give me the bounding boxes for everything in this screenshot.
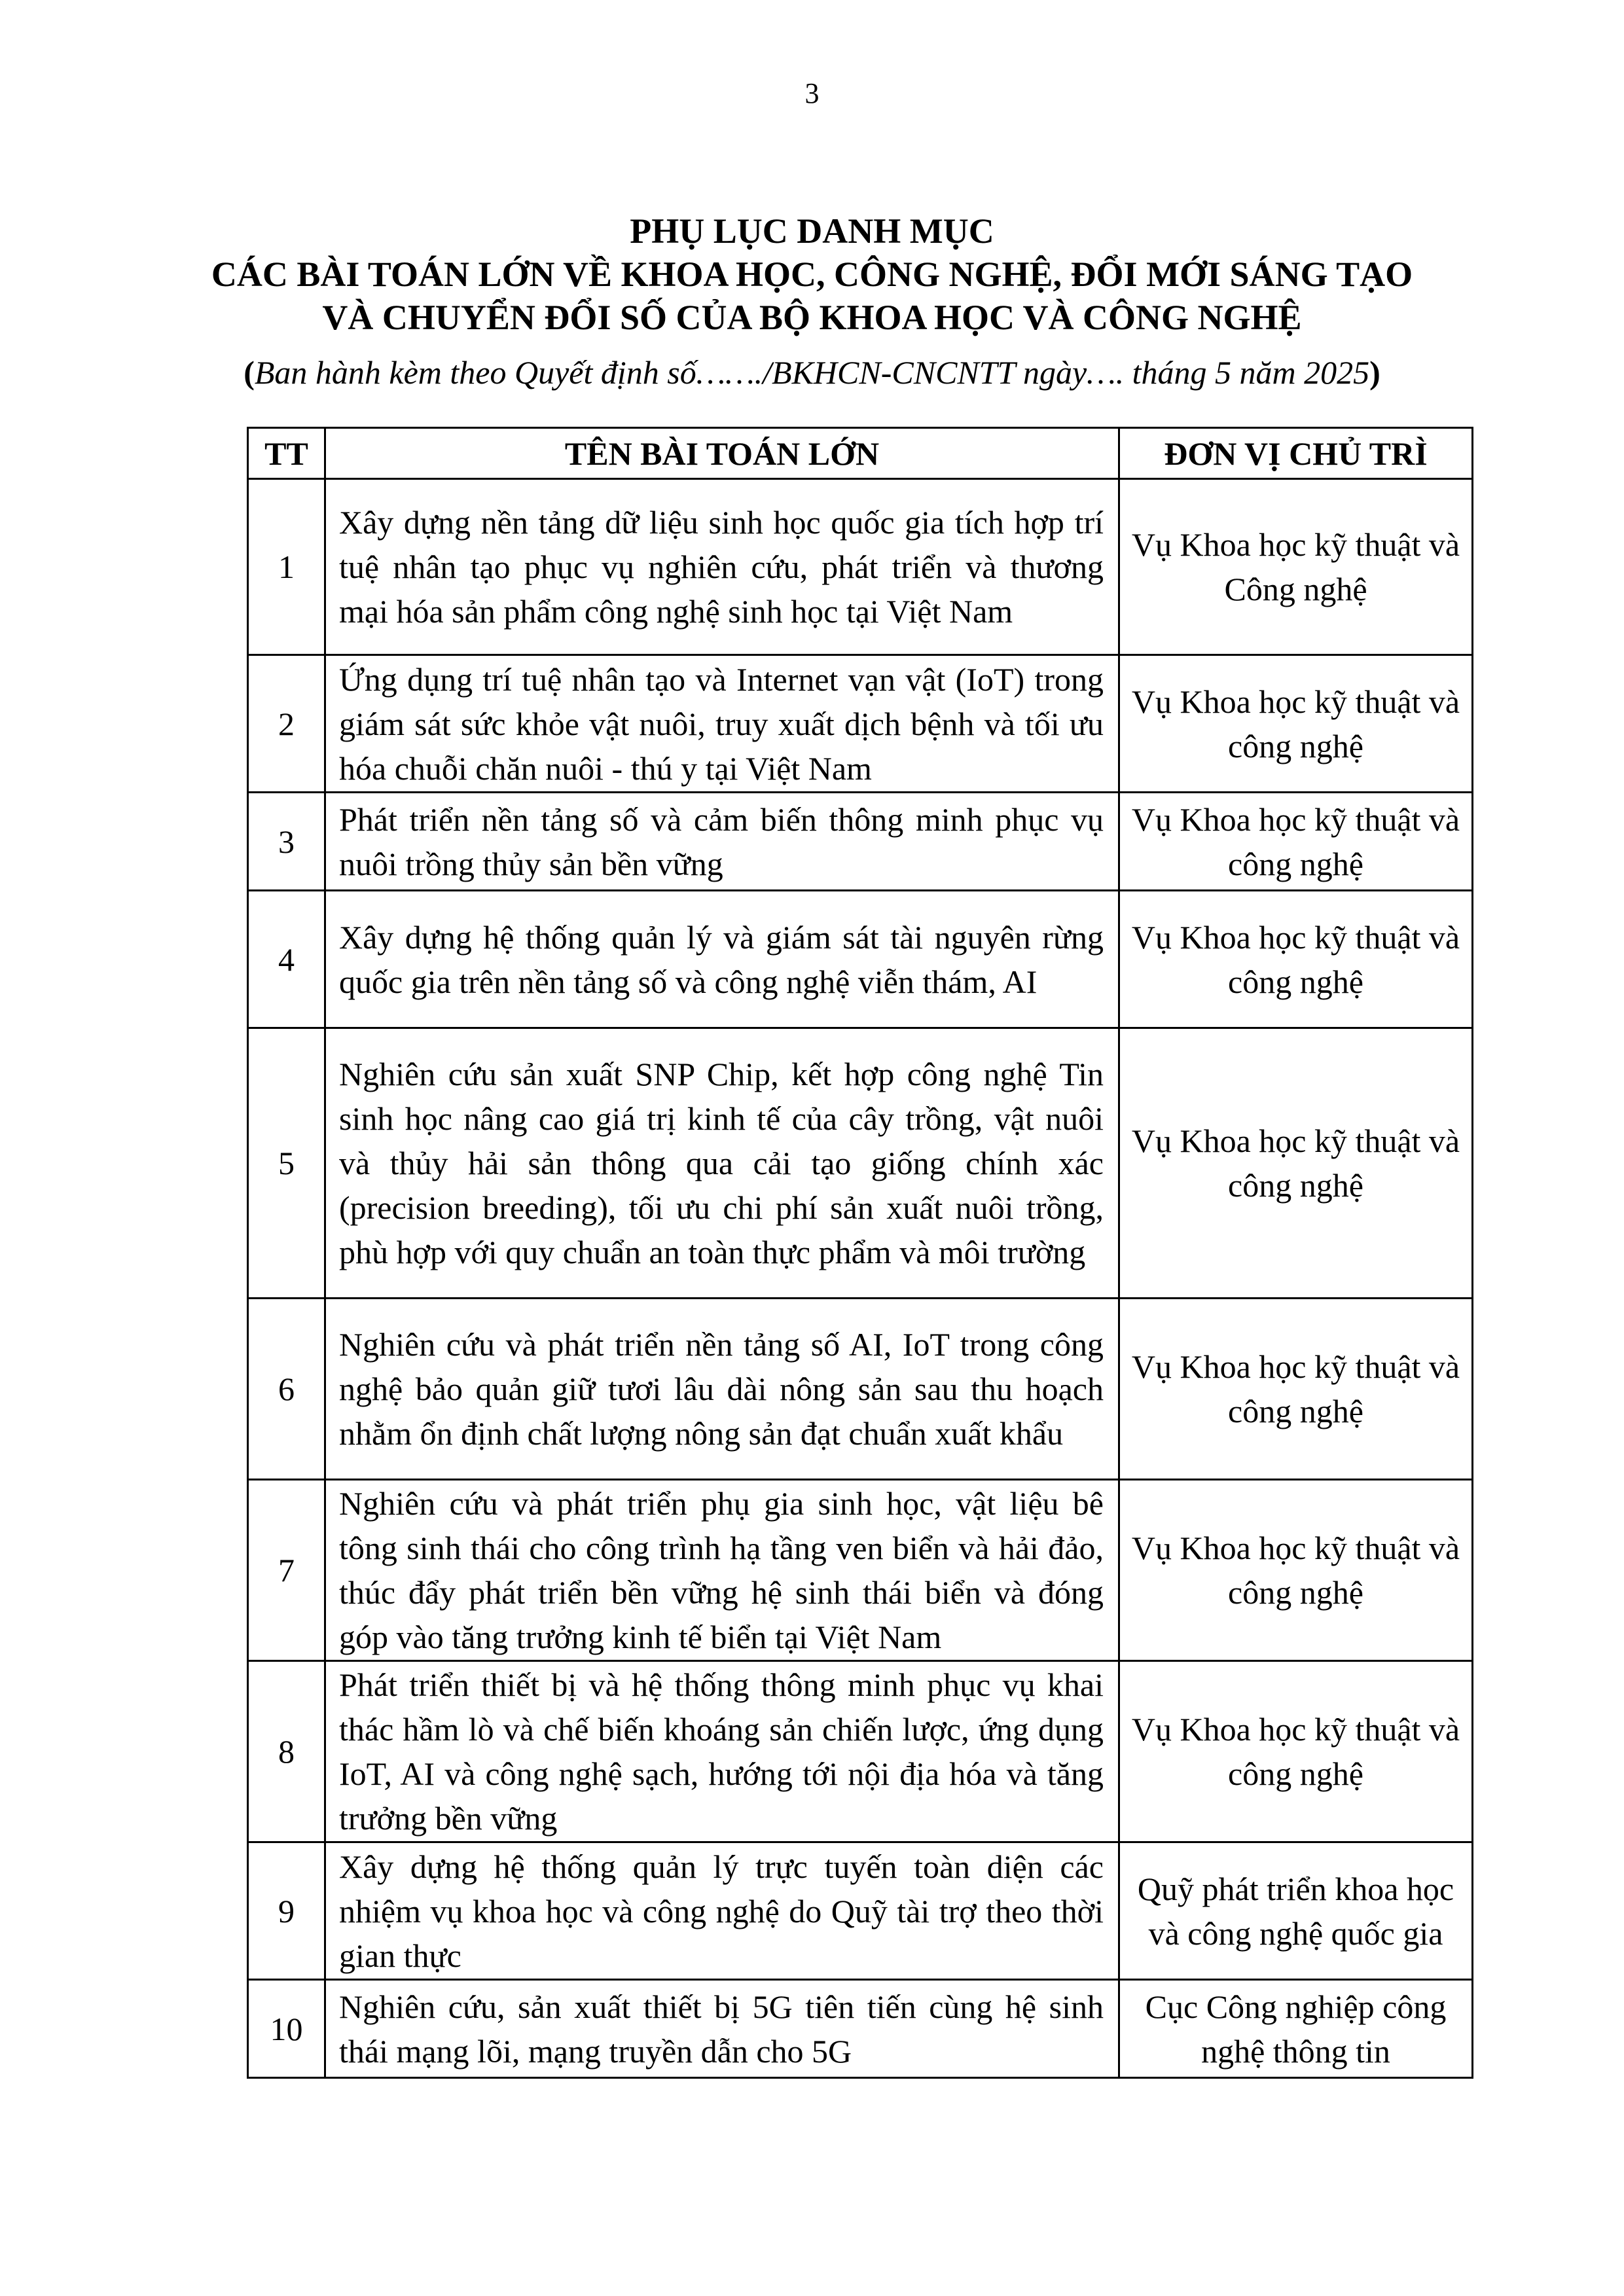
header-tt: TT: [248, 428, 325, 479]
row-number: 9: [248, 1842, 325, 1980]
row-number: 8: [248, 1661, 325, 1842]
close-paren: ): [1369, 354, 1380, 391]
header-problem-name: TÊN BÀI TOÁN LỚN: [325, 428, 1119, 479]
table-row: [248, 891, 1473, 1028]
problem-name: Xây dựng hệ thống quản lý trực tuyến toàn diện các nhiệm vụ khoa học và công nghệ do Quỹ tài trợ theo thời gian thực: [325, 1842, 1119, 1980]
problem-name: Nghiên cứu, sản xuất thiết bị 5G tiên tiến cùng hệ sinh thái mạng lõi, mạng truyền dẫn cho 5G: [325, 1980, 1119, 2078]
row-number: 5: [248, 1028, 325, 1299]
lead-unit: Vụ Khoa học kỹ thuật và Công nghệ: [1119, 479, 1473, 655]
problem-name: Nghiên cứu sản xuất SNP Chip, kết hợp công nghệ Tin sinh học nâng cao giá trị kinh tế của cây trồng, vật nuôi và thủy hải sản thông qua cải tạo giống chính xác (precision breeding), tối ưu chi phí sản xuất nuôi trồng, phù hợp với quy chuẩn an toàn thực phẩm và môi trường: [325, 1028, 1119, 1299]
row-number: 7: [248, 1480, 325, 1661]
row-number: 4: [248, 891, 325, 1028]
table-row: [248, 1842, 1473, 1980]
lead-unit: Vụ Khoa học kỹ thuật và công nghệ: [1119, 793, 1473, 891]
decision-reference: [98, 352, 1526, 393]
header-lead-unit: ĐƠN VỊ CHỦ TRÌ: [1119, 428, 1473, 479]
decision-reference-text: Ban hành kèm theo Quyết định số……./BKHCN-CNCNTT ngày…. tháng 5 năm 2025: [254, 354, 1370, 391]
table-row: [248, 479, 1473, 655]
table-header-row: [248, 428, 1473, 479]
document-heading: [98, 209, 1526, 339]
table-row: [248, 1480, 1473, 1661]
lead-unit: Vụ Khoa học kỹ thuật và công nghệ: [1119, 1299, 1473, 1480]
table-row: [248, 1299, 1473, 1480]
lead-unit: Vụ Khoa học kỹ thuật và công nghệ: [1119, 1661, 1473, 1842]
table-row: [248, 793, 1473, 891]
problem-name: Xây dựng nền tảng dữ liệu sinh học quốc gia tích hợp trí tuệ nhân tạo phục vụ nghiên cứu, phát triển và thương mại hóa sản phẩm công nghệ sinh học tại Việt Nam: [325, 479, 1119, 655]
lead-unit: Vụ Khoa học kỹ thuật và công nghệ: [1119, 1480, 1473, 1661]
row-number: 6: [248, 1299, 325, 1480]
lead-unit: Vụ Khoa học kỹ thuật và công nghệ: [1119, 655, 1473, 793]
open-paren: (: [244, 354, 255, 391]
page-number: 3: [804, 77, 820, 109]
row-number: 10: [248, 1980, 325, 2078]
row-number: 2: [248, 655, 325, 793]
heading-line-2: CÁC BÀI TOÁN LỚN VỀ KHOA HỌC, CÔNG NGHỆ, ĐỔI MỚI SÁNG TẠO: [211, 255, 1413, 294]
heading-line-3: VÀ CHUYỂN ĐỔI SỐ CỦA BỘ KHOA HỌC VÀ CÔNG NGHỆ: [322, 298, 1302, 337]
table-row: [248, 655, 1473, 793]
problems-table: [247, 427, 1473, 2079]
problem-name: Nghiên cứu và phát triển phụ gia sinh học, vật liệu bê tông sinh thái cho công trình hạ tầng ven biển và hải đảo, thúc đẩy phát triển bền vững hệ sinh thái biển và đóng góp vào tăng trưởng kinh tế biển tại Việt Nam: [325, 1480, 1119, 1661]
row-number: 3: [248, 793, 325, 891]
problem-name: Nghiên cứu và phát triển nền tảng số AI, IoT trong công nghệ bảo quản giữ tươi lâu dài nông sản sau thu hoạch nhằm ổn định chất lượng nông sản đạt chuẩn xuất khẩu: [325, 1299, 1119, 1480]
table-row: [248, 1980, 1473, 2078]
lead-unit: Cục Công nghiệp công nghệ thông tin: [1119, 1980, 1473, 2078]
problem-name: Xây dựng hệ thống quản lý và giám sát tài nguyên rừng quốc gia trên nền tảng số và công nghệ viễn thám, AI: [325, 891, 1119, 1028]
lead-unit: Vụ Khoa học kỹ thuật và công nghệ: [1119, 891, 1473, 1028]
row-number: 1: [248, 479, 325, 655]
problem-name: Phát triển thiết bị và hệ thống thông minh phục vụ khai thác hầm lò và chế biến khoáng sản chiến lược, ứng dụng IoT, AI và công nghệ sạch, hướng tới nội địa hóa và tăng trưởng bền vững: [325, 1661, 1119, 1842]
lead-unit: Quỹ phát triển khoa học và công nghệ quốc gia: [1119, 1842, 1473, 1980]
problem-name: Phát triển nền tảng số và cảm biến thông minh phục vụ nuôi trồng thủy sản bền vững: [325, 793, 1119, 891]
lead-unit: Vụ Khoa học kỹ thuật và công nghệ: [1119, 1028, 1473, 1299]
table-row: [248, 1028, 1473, 1299]
table-row: [248, 1661, 1473, 1842]
problem-name: Ứng dụng trí tuệ nhân tạo và Internet vạn vật (IoT) trong giám sát sức khỏe vật nuôi, truy xuất dịch bệnh và tối ưu hóa chuỗi chăn nuôi - thú y tại Việt Nam: [325, 655, 1119, 793]
heading-line-1: PHỤ LỤC DANH MỤC: [630, 211, 994, 251]
